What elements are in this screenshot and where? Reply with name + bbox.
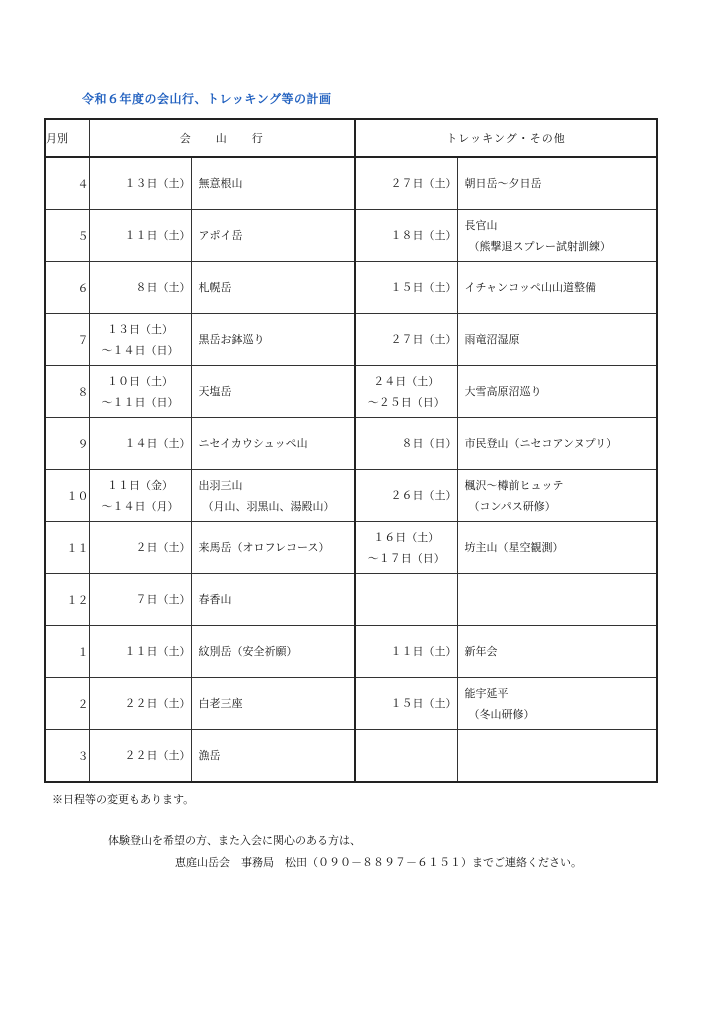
trek-date-cell	[355, 522, 457, 574]
month-cell: １	[45, 626, 89, 678]
kaizan-date-cell	[89, 626, 191, 678]
kaizan-event-cell	[191, 522, 355, 574]
event-text: 無意根山	[198, 177, 243, 190]
event-text: （冬山研修）	[468, 707, 535, 721]
event-text: 新年会	[464, 645, 498, 658]
trek-date-cell	[355, 418, 457, 470]
kaizan-event-cell	[191, 730, 355, 783]
trek-event-cell	[457, 678, 657, 730]
kaizan-event-cell	[191, 418, 355, 470]
trek-date-cell	[355, 470, 457, 522]
trek-event-cell	[457, 366, 657, 418]
trek-event-cell	[457, 262, 657, 314]
month-cell: ９	[45, 418, 89, 470]
table-header-row	[45, 119, 657, 157]
table-row	[45, 418, 657, 470]
kaizan-event-cell	[191, 470, 355, 522]
schedule-table	[44, 118, 658, 783]
event-text: 黒岳お鉢巡り	[198, 333, 265, 346]
event-text: 大雪高原沼巡り	[464, 385, 542, 398]
date-text: １３日（土）	[107, 322, 173, 336]
schedule-rows	[45, 157, 657, 782]
kaizan-event-cell	[191, 157, 355, 210]
event-text: 雨竜沼湿原	[464, 333, 520, 346]
kaizan-date-cell	[89, 522, 191, 574]
table-row	[45, 157, 657, 210]
kaizan-event-cell	[191, 262, 355, 314]
table-row	[45, 262, 657, 314]
trek-date-cell	[355, 678, 457, 730]
month-cell: １２	[45, 574, 89, 626]
event-text: 楓沢～樽前ヒュッテ	[464, 478, 564, 492]
event-text: 天塩岳	[198, 385, 232, 398]
table-row	[45, 730, 657, 783]
trek-event-cell	[457, 418, 657, 470]
date-text: １８日（土）	[390, 229, 457, 242]
trek-date-cell	[355, 157, 457, 210]
trek-date-cell	[355, 262, 457, 314]
month-cell: ７	[45, 314, 89, 366]
table-row	[45, 626, 657, 678]
date-text: ～２５日（日）	[367, 395, 445, 409]
month-cell: １１	[45, 522, 89, 574]
date-text: ８日（日）	[401, 437, 457, 450]
month-cell: １０	[45, 470, 89, 522]
date-text: １１日（土）	[124, 229, 191, 242]
table-row	[45, 210, 657, 262]
kaizan-date-cell	[89, 574, 191, 626]
trek-event-cell	[457, 626, 657, 678]
date-text: １３日（土）	[124, 177, 191, 190]
event-text: 来馬岳（オロフレコース）	[198, 541, 330, 554]
trek-date-cell	[355, 626, 457, 678]
event-text: 長官山	[464, 218, 498, 232]
date-text: ２２日（土）	[124, 697, 191, 710]
trek-event-cell	[457, 730, 657, 783]
trek-event-cell	[457, 574, 657, 626]
table-row	[45, 574, 657, 626]
date-text: ２６日（土）	[390, 489, 457, 502]
event-text: （コンパス研修）	[468, 499, 556, 513]
kaizan-event-cell	[191, 366, 355, 418]
month-cell: ５	[45, 210, 89, 262]
date-text: ２７日（土）	[390, 177, 457, 190]
event-text: （月山、羽黒山、湯殿山）	[202, 499, 335, 513]
kaizan-date-cell	[89, 678, 191, 730]
date-text: １４日（土）	[124, 437, 191, 450]
date-text: ７日（土）	[135, 593, 191, 606]
trek-event-cell	[457, 157, 657, 210]
table-row	[45, 470, 657, 522]
date-text: １１日（金）	[107, 478, 173, 492]
date-text: ２４日（土）	[373, 374, 440, 388]
date-text: ８日（土）	[135, 281, 191, 294]
table-row	[45, 366, 657, 418]
event-text: 春香山	[198, 593, 232, 606]
header-month: 月別	[45, 119, 89, 157]
month-cell: ３	[45, 730, 89, 783]
event-text: 市民登山（ニセコアンヌプリ）	[464, 437, 618, 450]
table-row	[45, 678, 657, 730]
date-text: ２日（土）	[135, 541, 191, 554]
date-text: ～１４日（日）	[101, 343, 179, 357]
month-cell: ８	[45, 366, 89, 418]
date-text: １０日（土）	[107, 374, 173, 388]
event-text: 札幌岳	[198, 281, 232, 294]
event-text: ニセイカウシュッペ山	[198, 437, 308, 450]
kaizan-event-cell	[191, 210, 355, 262]
trek-date-cell	[355, 366, 457, 418]
kaizan-date-cell	[89, 418, 191, 470]
trek-event-cell	[457, 522, 657, 574]
event-text: イチャンコッペ山山道整備	[464, 281, 596, 294]
kaizan-date-cell	[89, 210, 191, 262]
kaizan-date-cell	[89, 157, 191, 210]
date-text: ２２日（土）	[124, 749, 191, 762]
kaizan-event-cell	[191, 314, 355, 366]
date-text: １６日（土）	[373, 530, 440, 544]
month-cell: ６	[45, 262, 89, 314]
trek-date-cell	[355, 730, 457, 783]
date-text: １５日（土）	[390, 281, 457, 294]
event-text: 白老三座	[198, 697, 243, 710]
contact-intro: 体験登山を希望の方、また入会に関心のある方は、	[108, 834, 361, 847]
date-text: ～１４日（月）	[101, 499, 179, 513]
header-kaizan: 会 山 行	[89, 119, 355, 157]
trek-date-cell	[355, 574, 457, 626]
schedule-change-note: ※日程等の変更もあります。	[52, 793, 195, 806]
kaizan-event-cell	[191, 678, 355, 730]
date-text: １１日（土）	[390, 645, 457, 658]
page-title: 令和６年度の会山行、トレッキング等の計画	[82, 92, 332, 106]
kaizan-event-cell	[191, 626, 355, 678]
date-text: １５日（土）	[390, 697, 457, 710]
table-row	[45, 314, 657, 366]
trek-event-cell	[457, 314, 657, 366]
kaizan-date-cell	[89, 262, 191, 314]
kaizan-date-cell	[89, 470, 191, 522]
event-text: アポイ岳	[198, 229, 243, 242]
date-text: ２７日（土）	[390, 333, 457, 346]
event-text: 出羽三山	[198, 478, 243, 492]
trek-date-cell	[355, 210, 457, 262]
kaizan-date-cell	[89, 314, 191, 366]
trek-event-cell	[457, 470, 657, 522]
header-trekking: トレッキング・その他	[355, 119, 657, 157]
table-row	[45, 522, 657, 574]
month-cell: ２	[45, 678, 89, 730]
date-text: １１日（土）	[124, 645, 191, 658]
event-text: 朝日岳～夕日岳	[464, 177, 542, 190]
event-text: 漁岳	[198, 749, 221, 762]
date-text: ～１７日（日）	[367, 551, 445, 565]
date-text: ～１１日（日）	[101, 395, 179, 409]
trek-date-cell	[355, 314, 457, 366]
event-text: 能宇延平	[464, 686, 509, 700]
kaizan-date-cell	[89, 730, 191, 783]
event-text: （熊撃退スプレー試射訓練）	[468, 239, 612, 253]
event-text: 紋別岳（安全祈願）	[198, 645, 298, 658]
kaizan-date-cell	[89, 366, 191, 418]
trek-event-cell	[457, 210, 657, 262]
month-cell: ４	[45, 157, 89, 210]
contact-details: 恵庭山岳会 事務局 松田（０９０－８８９７－６１５１）までご連絡ください。	[175, 856, 582, 869]
event-text: 坊主山（星空観測）	[464, 541, 564, 554]
kaizan-event-cell	[191, 574, 355, 626]
